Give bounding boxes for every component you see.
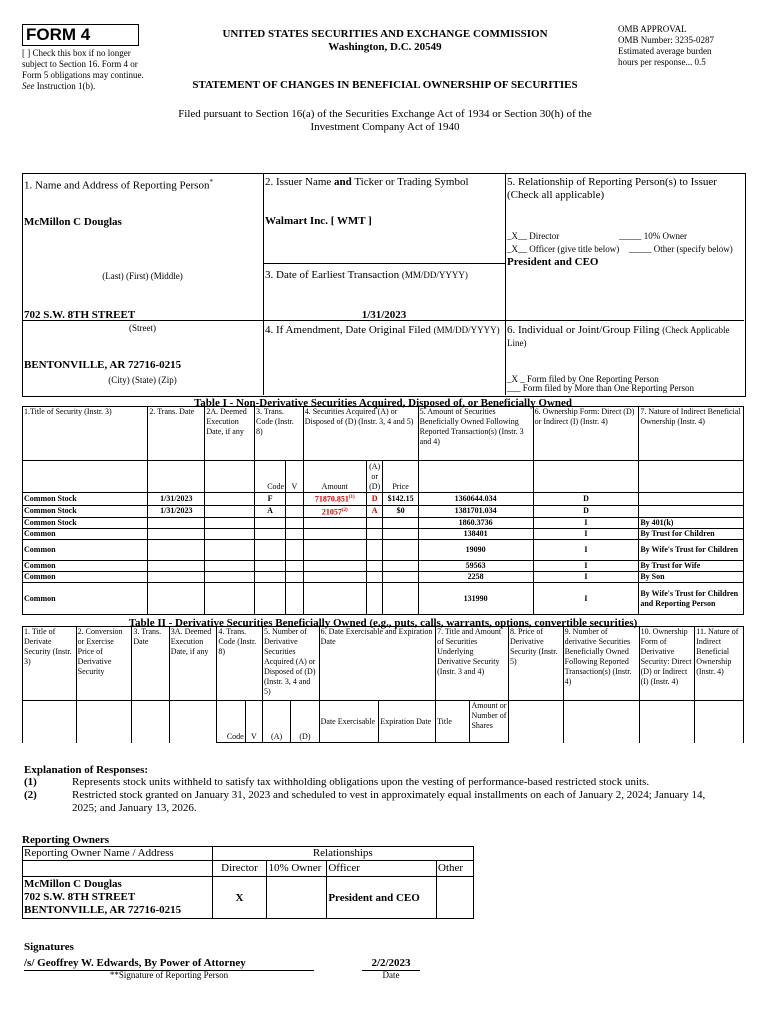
footnote-text: Represents stock units withheld to satisfy tax withholding obligations upon the vesting of performance-based restricted stock units. [72,776,650,788]
table-row [23,572,744,583]
t2-h8: 8. Price of Derivative Security (Instr. 5) [508,627,563,701]
v-flag [286,505,304,518]
security-title: Common [23,572,148,583]
ownership-form: I [533,561,639,572]
ownership-form: I [533,583,639,615]
table1-title: Table I - Non-Derivative Securities Acquired, Disposed of, or Beneficially Owned [193,397,573,409]
amount-owned: 138401 [418,529,533,540]
v-flag [286,583,304,615]
t1-h4: 4. Securities Acquired (A) or Disposed of (D) (Instr. 3, 4 and 5) [303,407,418,461]
price: $142.15 [383,493,418,506]
acquired-disposed: D [366,493,383,506]
explanation-list [24,776,744,815]
amount [303,493,366,506]
deemed-date [205,561,255,572]
box1-label: 1. Name and Address of Reporting Person* [24,178,213,192]
t2-sub-title: Title [436,701,470,743]
t2-sub-a: (A) [262,701,290,743]
owner-address: McMillon C Douglas 702 S.W. 8TH STREET BENTONVILLE, AR 72716-0215 [23,877,213,919]
amount [303,540,366,561]
check-box-instruction[interactable]: [ ] Check this box if no longer subject to Section 16. Form 4 or Form 5 obligations may continue. See Instruction 1(b). [22,48,144,91]
acquired-disposed [366,561,383,572]
director-check: _X__ Director [507,231,560,241]
security-title: Common [23,540,148,561]
statement-title: STATEMENT OF CHANGES IN BENEFICIAL OWNERSHIP OF SECURITIES [192,79,578,91]
security-title: Common Stock [23,493,148,506]
t2-h1: 1. Title of Derivate Security (Instr. 3) [23,627,77,701]
divider [505,173,506,395]
list-item [24,802,744,815]
ownership-form: I [533,540,639,561]
owner-director: X [212,877,267,919]
table-row [23,505,744,518]
t1-h2: 2. Trans. Date [148,407,205,461]
t2-h10: 10. Ownership Form of Derivative Security: Direct (D) or Indirect (I) (Instr. 4) [639,627,695,701]
signature-caption: **Signature of Reporting Person [109,970,229,980]
amount-owned: 59563 [418,561,533,572]
nature-of-ownership: By Trust for Children [639,529,744,540]
trans-date: 1/31/2023 [148,505,205,518]
owners-table [22,846,474,919]
box5-label: 5. Relationship of Reporting Person(s) to Issuer (Check all applicable) [507,176,717,201]
acquired-disposed [366,540,383,561]
agency-name: UNITED STATES SECURITIES AND EXCHANGE COMMISSION [222,28,548,40]
t1-h7: 7. Nature of Indirect Beneficial Ownership (Instr. 4) [639,407,744,461]
amount-value: 21057 [321,507,342,517]
amount [303,505,366,518]
trans-code [255,540,286,561]
other-check: _____ Other (specify below) [629,244,733,254]
t2-h11: 11. Nature of Indirect Beneficial Ownership (Instr. 4) [695,627,744,701]
trans-date: 1/31/2023 [148,493,205,506]
deemed-date [205,572,255,583]
security-title: Common [23,583,148,615]
reporting-person-street: 702 S.W. 8TH STREET [24,309,136,321]
t2-sub-code: Code [217,701,245,743]
price [383,540,418,561]
footnote-ref[interactable]: (2) [341,507,348,513]
t2-sub-exercisable: Date Exercisable [319,701,379,743]
deemed-date [205,540,255,561]
table-row [23,529,744,540]
trans-code [255,518,286,529]
deemed-date [205,518,255,529]
nature-of-ownership: By Wife's Trust for Children and Reporting Person [639,583,744,615]
reporting-person-name: McMillon C Douglas [24,216,122,228]
filed-pursuant: Filed pursuant to Section 16(a) of the Securities Exchange Act of 1934 or Section 30(h) of the Investment Company Act of 1940 [178,108,592,133]
trans-date [148,583,205,615]
table-row [23,493,744,506]
nature-of-ownership: By Trust for Wife [639,561,744,572]
amount [303,561,366,572]
amount [303,583,366,615]
security-title: Common [23,529,148,540]
security-title: Common Stock [23,518,148,529]
v-flag [286,518,304,529]
officer-title: President and CEO [507,256,599,268]
amount-value: 71870.851 [314,494,349,504]
issuer-name: Walmart Inc. [ WMT ] [265,215,372,227]
acquired-disposed [366,518,383,529]
acquired-disposed [366,529,383,540]
acquired-disposed: A [366,505,383,518]
t1-sub-amount: Amount [303,461,366,493]
acquired-disposed [366,583,383,615]
t2-h4: 4. Trans. Code (Instr. 8) [217,627,263,701]
price [383,572,418,583]
trans-date [148,540,205,561]
trans-code: F [255,493,286,506]
amount [303,518,366,529]
trans-date [148,561,205,572]
t2-sub-expiration: Expiration Date [379,701,436,743]
acquired-disposed [366,572,383,583]
box2-label: 2. Issuer Name and Ticker or Trading Symbol [265,176,469,188]
table2 [22,626,744,743]
t2-h5: 5. Number of Derivative Securities Acquired (A) or Disposed of (D) (Instr. 3, 4 and 5) [262,627,319,701]
footnote-text: 2025; and January 13, 2026. [72,802,197,814]
nature-of-ownership [639,505,744,518]
v-flag [286,493,304,506]
filing-one-person: _X _ Form filed by One Reporting Person [507,374,659,384]
ten-pct-check: _____ 10% Owner [619,231,687,241]
t2-h7: 7. Title and Amount of Securities Underlying Derivative Security (Instr. 3 and 4) [436,627,509,701]
list-item [24,776,744,789]
trans-code [255,572,286,583]
t2-h3a: 3A. Deemed Execution Date, if any [169,627,217,701]
nature-of-ownership: By 401(k) [639,518,744,529]
t2-h3: 3. Trans. Date [132,627,169,701]
price [383,561,418,572]
t1-h2a: 2A. Deemed Execution Date, if any [205,407,255,461]
table-row [23,583,744,615]
divider [263,173,264,395]
deemed-date [205,493,255,506]
city-caption: (City) (State) (Zip) [108,375,177,385]
street-caption: (Street) [129,323,156,333]
footnote-number [24,802,72,815]
box6-label: 6. Individual or Joint/Group Filing (Check Applicable Line) [507,324,730,348]
omb-approval: OMB APPROVAL OMB Number: 3235-0287 Estimated average burden hours per response... 0.5 [618,24,714,67]
t2-sub-d: (D) [291,701,319,743]
date-caption: Date [382,970,400,980]
t2-h9: 9. Number of derivative Securities Beneficially Owned Following Reported Transaction(s) (Instr. 4) [563,627,639,701]
table1 [22,406,744,615]
t2-sub-amount: Amount or Number of Shares [470,701,508,743]
t1-h1: 1.Title of Security (Instr. 3) [23,407,148,461]
security-title: Common [23,561,148,572]
v-flag [286,529,304,540]
amount-owned: 19090 [418,540,533,561]
footnote-text: Restricted stock granted on January 31, 2023 and scheduled to vest in approximately equal installments on each of January 2, 2024; January 14, [72,789,706,801]
owner-officer: President and CEO [327,877,437,919]
agency-location: Washington, D.C. 20549 [328,41,442,53]
amount-owned: 1360644.034 [418,493,533,506]
trans-code [255,561,286,572]
nature-of-ownership: By Wife's Trust for Children [639,540,744,561]
reporting-person-city: BENTONVILLE, AR 72716-0215 [24,359,182,371]
filing-more-persons: ___ Form filed by More than One Reporting Person [507,383,694,393]
ownership-form: D [533,505,639,518]
owners-heading: Reporting Owners [22,834,110,846]
officer-check: _X__ Officer (give title below) [507,244,620,254]
nature-of-ownership: By Son [639,572,744,583]
t2-h2: 2. Conversion or Exercise Price of Derivative Security [76,627,132,701]
table-row [23,561,744,572]
t1-sub-price: Price [383,461,418,493]
footnote-number: (1) [24,776,37,788]
price [383,583,418,615]
t1-sub-v: V [286,461,304,493]
amount-owned: 131990 [418,583,533,615]
owners-col-name: Reporting Owner Name / Address [23,847,213,861]
table-row [23,540,744,561]
t1-sub-aord: (A) or (D) [366,461,383,493]
nature-of-ownership [639,493,744,506]
footnote-ref[interactable]: (1) [348,495,355,500]
amount [303,572,366,583]
box4-label: 4. If Amendment, Date Original Filed (MM/DD/YYYY) [265,324,500,336]
table-row [23,518,744,529]
earliest-transaction-date: 1/31/2023 [361,309,407,321]
ownership-form: I [533,529,639,540]
price: $0 [383,505,418,518]
table2-title: Table II - Derivative Securities Beneficially Owned (e.g., puts, calls, warrants, options, convertible securities) [128,617,638,629]
deemed-date [205,505,255,518]
owners-col-other: Other [437,861,474,877]
footnote-number: (2) [24,789,37,801]
amount-owned: 2258 [418,572,533,583]
deemed-date [205,529,255,540]
deemed-date [205,583,255,615]
ownership-form: I [533,572,639,583]
v-flag [286,572,304,583]
owners-col-director: Director [212,861,267,877]
owners-col-officer: Officer [327,861,437,877]
trans-code [255,529,286,540]
t2-sub-v: V [245,701,262,743]
amount [303,529,366,540]
price [383,518,418,529]
name-caption: (Last) (First) (Middle) [102,271,183,281]
signature-date: 2/2/2023 [362,957,420,971]
amount-owned: 1860.3736 [418,518,533,529]
box3-label: 3. Date of Earliest Transaction (MM/DD/YYYY) [265,269,468,281]
v-flag [286,540,304,561]
explanation-heading: Explanation of Responses: [24,764,149,776]
ownership-form: D [533,493,639,506]
security-title: Common Stock [23,505,148,518]
owners-col-ten: 10% Owner [267,861,327,877]
trans-code [255,583,286,615]
owners-col-rel: Relationships [212,847,473,861]
divider [263,263,505,264]
trans-date [148,572,205,583]
ownership-form: I [533,518,639,529]
form-title: FORM 4 [22,24,139,46]
t1-h6: 6. Ownership Form: Direct (D) or Indirect (I) (Instr. 4) [533,407,639,461]
trans-date [148,518,205,529]
t1-sub-code: Code [255,461,286,493]
t2-h6: 6. Date Exercisable and Expiration Date [319,627,435,701]
signer: /s/ Geoffrey W. Edwards, By Power of Attorney [24,957,314,971]
list-item [24,789,744,802]
v-flag [286,561,304,572]
t1-h5: 5. Amount of Securities Beneficially Owned Following Reported Transaction(s) (Instr. 3 and 4) [418,407,533,461]
t1-h3: 3. Trans. Code (Instr. 8) [255,407,304,461]
trans-date [148,529,205,540]
price [383,529,418,540]
amount-owned: 1381701.034 [418,505,533,518]
signatures-heading: Signatures [24,941,74,953]
trans-code: A [255,505,286,518]
